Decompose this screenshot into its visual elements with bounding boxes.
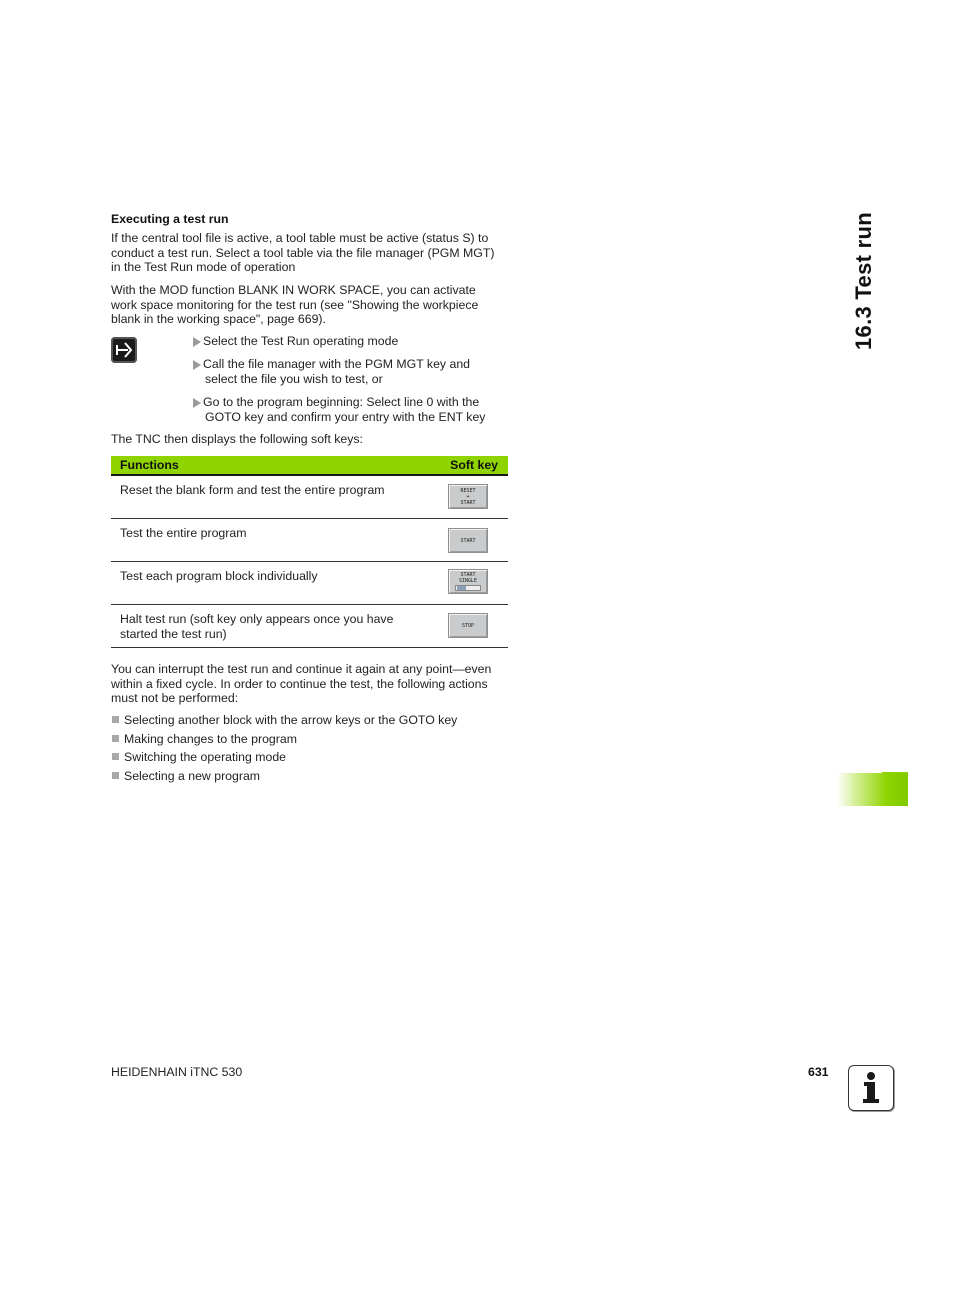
list-item-text: Selecting a new program [124, 768, 261, 783]
step-text: Select the Test Run operating mode [203, 334, 399, 348]
step-item [193, 395, 513, 427]
header-functions: Functions [120, 458, 179, 472]
interrupt-line: within a fixed cycle. In order to continue the test, the following actions [111, 676, 488, 691]
softkey-label: SINGLE [458, 578, 478, 584]
step-item [193, 334, 513, 354]
step-text [203, 357, 513, 386]
header-softkey: Soft key [450, 458, 498, 472]
row-description: Test the entire program [120, 526, 247, 540]
list-item-text: Selecting another block with the arrow keys or the GOTO key [124, 713, 458, 727]
chapter-tab-marker [837, 773, 908, 806]
softkey-table [111, 456, 508, 648]
info-icon [848, 1065, 894, 1111]
mod-line: work space monitoring for the test run (see "Showing the workpiece [111, 297, 479, 312]
bullet-square-icon [112, 772, 119, 779]
table-row [111, 476, 508, 519]
start-softkey[interactable] [448, 528, 488, 553]
softkey-label: STOP [461, 622, 475, 629]
softkey-label: START [460, 572, 476, 578]
row-description: Test each program block individually [120, 569, 318, 583]
step-line: Call the file manager with the PGM MGT key and [203, 357, 471, 371]
intro-line: conduct a test run. Select a tool table via the file manager (PGM MGT) [111, 245, 495, 260]
table-row [111, 519, 508, 562]
step-line: Go to the program beginning: Select line 0 with the [203, 395, 480, 409]
intro-paragraph [111, 231, 511, 275]
step-item [193, 357, 513, 389]
chapter-side-title: 16.3 Test run [851, 212, 876, 350]
mod-function-paragraph [111, 283, 511, 327]
row-line: Halt test run (soft key only appears once you have [120, 612, 394, 626]
reset-start-softkey[interactable] [448, 484, 488, 509]
single-step-bar-icon [455, 585, 481, 591]
row-line: started the test run) [120, 626, 227, 641]
step-arrow-icon [193, 360, 201, 370]
table-row [111, 605, 508, 648]
interrupt-paragraph [111, 662, 511, 706]
softkey-label: START [460, 537, 476, 544]
interrupt-line: You can interrupt the test run and continue it again at any point—even [111, 662, 492, 676]
stop-softkey[interactable] [448, 613, 488, 638]
start-single-softkey[interactable] [448, 569, 488, 594]
intro-line: in the Test Run mode of operation [111, 260, 296, 274]
page-number: 631 [808, 1065, 829, 1079]
list-item-text: Switching the operating mode [124, 750, 287, 764]
bullet-square-icon [112, 735, 119, 742]
row-description: Reset the blank form and test the entire program [120, 483, 385, 497]
step-text [203, 395, 513, 424]
softkey-label: + [466, 493, 470, 500]
bullet-square-icon [112, 753, 119, 760]
intro-line: If the central tool file is active, a tool table must be active (status S) to [111, 231, 489, 245]
section-heading: Executing a test run [111, 212, 229, 226]
test-run-mode-icon [111, 337, 137, 363]
bullet-square-icon [112, 716, 119, 723]
step-line: GOTO key and confirm your entry with the ENT key [205, 409, 486, 424]
softkey-label: RESET [460, 487, 476, 494]
mod-line: With the MOD function BLANK IN WORK SPACE, you can activate [111, 283, 476, 297]
row-description [120, 612, 420, 641]
softkey-intro: The TNC then displays the following soft keys: [111, 432, 363, 446]
interrupt-line: must not be performed: [111, 691, 239, 705]
list-item-text: Making changes to the program [124, 731, 297, 746]
softkey-label: START [460, 499, 476, 506]
step-line: select the file you wish to test, or [205, 371, 383, 386]
table-header [111, 456, 508, 476]
step-arrow-icon [193, 337, 201, 347]
footer-product-name: HEIDENHAIN iTNC 530 [111, 1065, 243, 1079]
table-row [111, 562, 508, 605]
step-arrow-icon [193, 398, 201, 408]
mod-line: blank in the working space", page 669). [111, 312, 326, 326]
